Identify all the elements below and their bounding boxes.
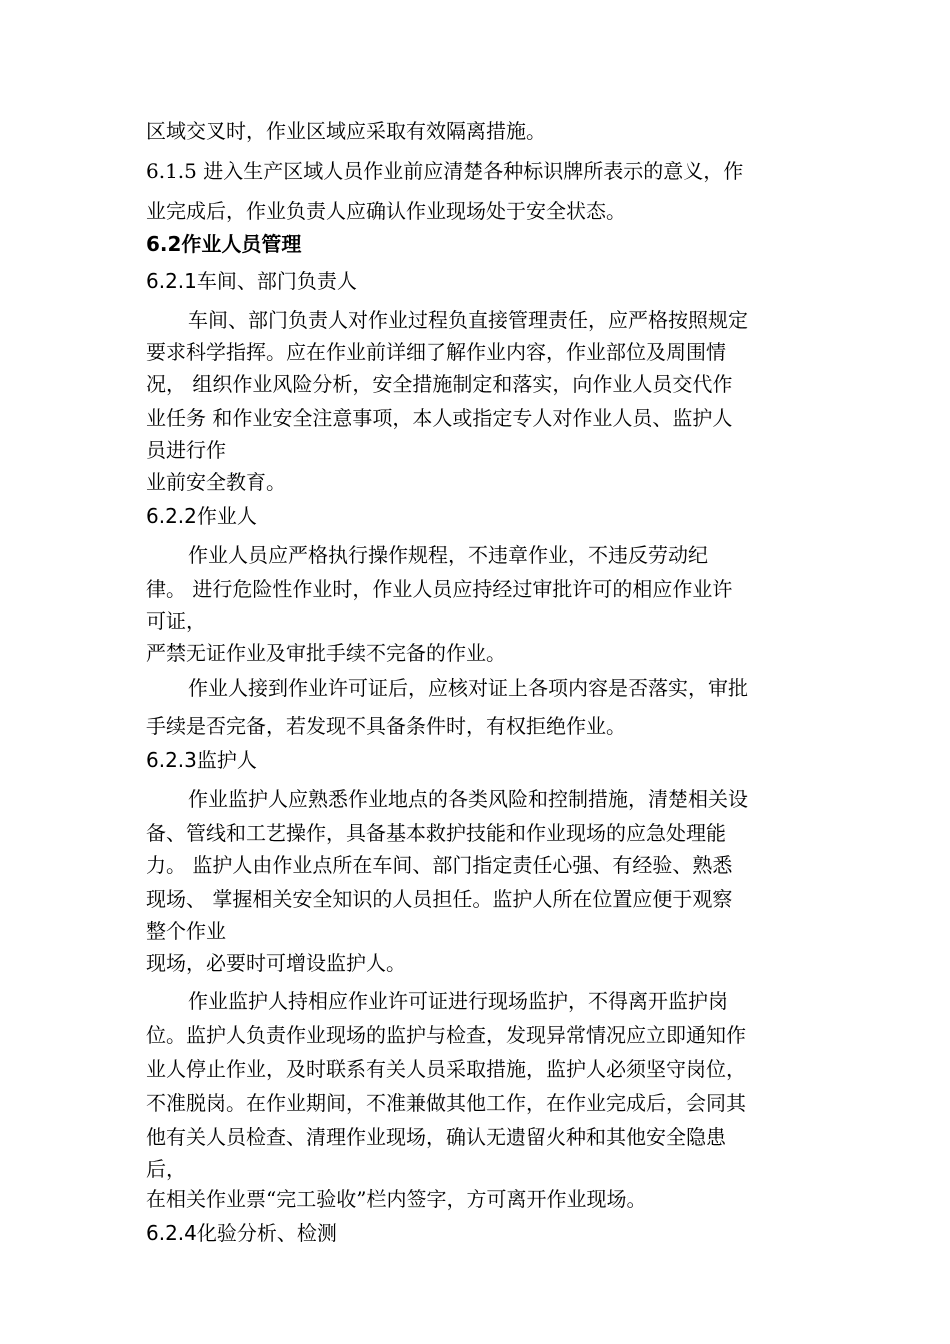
clause-6-1-5: 6.1.5 进入生产区域人员作业前应清楚各种标识牌所表示的意义，作 bbox=[146, 159, 744, 183]
text-line: 员进行作 bbox=[146, 438, 226, 462]
text-line: 备、管线和工艺操作，具备基本救护技能和作业现场的应急处理能 bbox=[146, 821, 726, 845]
text-line: 可证， bbox=[146, 609, 206, 633]
section-heading-6-2: 6.2作业人员管理 bbox=[146, 232, 302, 256]
text-line: 严禁无证作业及审批手续不完备的作业。 bbox=[146, 641, 506, 665]
text-line: 要求科学指挥。应在作业前详细了解作业内容，作业部位及周围情 bbox=[146, 340, 726, 364]
text-line: 力。 监护人由作业点所在车间、部门指定责任心强、有经验、熟悉 bbox=[146, 853, 733, 877]
text-line: 业任务 和作业安全注意事项，本人或指定专人对作业人员、监护人 bbox=[146, 406, 733, 430]
text-line: 他有关人员检查、清理作业现场，确认无遗留火种和其他安全隐患 bbox=[146, 1125, 726, 1149]
text-line: 现场，必要时可增设监护人。 bbox=[146, 951, 406, 975]
text-line: 车间、部门负责人对作业过程负直接管理责任，应严格按照规定 bbox=[188, 308, 748, 332]
subheading-6-2-2: 6.2.2作业人 bbox=[146, 504, 257, 528]
text-line: 作业监护人应熟悉作业地点的各类风险和控制措施，清楚相关设 bbox=[188, 787, 748, 811]
text-line: 作业人员应严格执行操作规程，不违章作业，不违反劳动纪 bbox=[188, 543, 708, 567]
text-line: 业完成后，作业负责人应确认作业现场处于安全状态。 bbox=[146, 199, 626, 223]
text-line: 手续是否完备，若发现不具备条件时，有权拒绝作业。 bbox=[146, 714, 626, 738]
subheading-6-2-3: 6.2.3监护人 bbox=[146, 748, 257, 772]
text-line: 律。 进行危险性作业时，作业人员应持经过审批许可的相应作业许 bbox=[146, 577, 733, 601]
text-line: 整个作业 bbox=[146, 919, 226, 943]
text-line: 业人停止作业，及时联系有关人员采取措施，监护人必须坚守岗位， bbox=[146, 1057, 746, 1081]
text-line: 在相关作业票“完工验收”栏内签字，方可离开作业现场。 bbox=[146, 1187, 647, 1211]
text-line: 业前安全教育。 bbox=[146, 470, 286, 494]
text-line: 不准脱岗。在作业期间，不准兼做其他工作，在作业完成后，会同其 bbox=[146, 1091, 746, 1115]
text-line: 位。监护人负责作业现场的监护与检查，发现异常情况应立即通知作 bbox=[146, 1023, 746, 1047]
subheading-6-2-4: 6.2.4化验分析、检测 bbox=[146, 1221, 337, 1245]
text-line: 况， 组织作业风险分析，安全措施制定和落实，向作业人员交代作 bbox=[146, 372, 733, 396]
text-line: 现场、 掌握相关安全知识的人员担任。监护人所在位置应便于观察 bbox=[146, 887, 733, 911]
text-line: 作业人接到作业许可证后，应核对证上各项内容是否落实，审批 bbox=[188, 676, 748, 700]
text-line: 作业监护人持相应作业许可证进行现场监护，不得离开监护岗 bbox=[188, 989, 728, 1013]
text-line: 后， bbox=[146, 1157, 186, 1181]
subheading-6-2-1: 6.2.1车间、部门负责人 bbox=[146, 269, 357, 293]
text-line: 区域交叉时，作业区域应采取有效隔离措施。 bbox=[146, 119, 546, 143]
